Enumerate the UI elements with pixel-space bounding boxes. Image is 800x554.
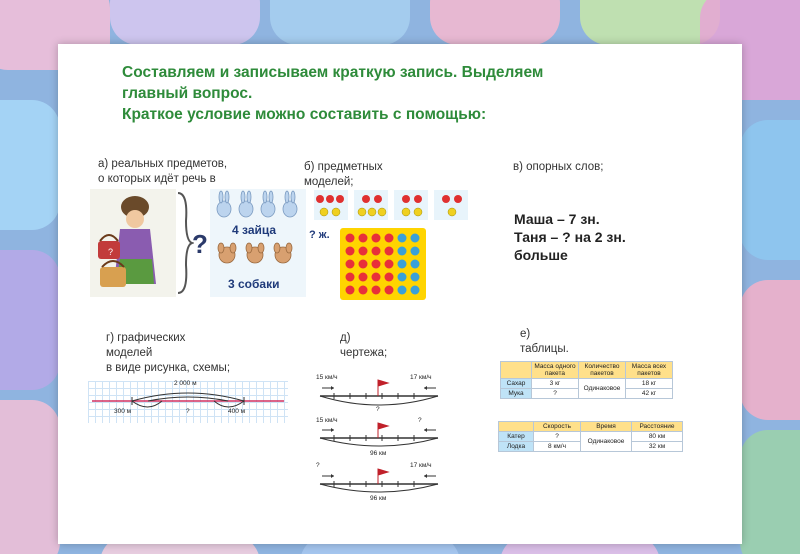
table2-header: Скорость — [534, 422, 581, 432]
table2-header: Время — [581, 422, 632, 432]
label-question-animals: ? ж. — [309, 229, 330, 241]
table1-cell: Одинаковое — [579, 379, 626, 399]
graphic-scheme-figure — [88, 381, 288, 423]
table1-cell: 18 кг — [626, 379, 673, 389]
table2-cell: 32 км — [632, 442, 683, 452]
caption-g-line: г) графических — [106, 332, 186, 344]
table2-cell: Лодка — [499, 442, 534, 452]
caption-e-line: таблицы. — [520, 343, 569, 355]
drawing-3-speed-right: 17 км/ч — [410, 462, 432, 469]
table1-cell: ? — [532, 389, 579, 399]
caption-d-line: д) — [340, 332, 351, 344]
caption-g-line: в виде рисунка, схемы; — [106, 362, 231, 374]
label-right-distance: 400 м — [228, 408, 246, 415]
slide-card — [58, 44, 742, 544]
drawing-2-distance: 96 км — [370, 450, 387, 457]
caption-g — [106, 331, 230, 376]
caption-e-line: е) — [520, 328, 531, 340]
caption-b-line: б) предметных — [304, 161, 383, 173]
grandma-illustration — [90, 189, 176, 297]
table2-cell: 8 км/ч — [534, 442, 581, 452]
key-word-line: Маша – 7 зн. — [514, 211, 600, 227]
table2-cell: Одинаковое — [581, 432, 632, 452]
table2-cell: Катер — [499, 432, 534, 442]
table1-header: Количество пакетов — [579, 362, 626, 379]
table-row — [501, 379, 673, 389]
label-dogs: 3 собаки — [228, 277, 280, 291]
drawing-2-speed-left: 15 км/ч — [316, 417, 338, 424]
drawing-1-speed-left: 15 км/ч — [316, 374, 338, 381]
svg-text:?: ? — [108, 247, 114, 257]
table1-cell: Сахар — [501, 379, 532, 389]
drawing-3-question: ? — [316, 462, 320, 469]
drawing-3 — [314, 464, 444, 504]
table-row — [499, 432, 683, 442]
title-line-3: Краткое условие можно составить с помощью: — [122, 106, 487, 123]
table1-header: Масса одного пакета — [532, 362, 579, 379]
caption-e — [520, 327, 569, 357]
key-word-line: больше — [514, 247, 568, 263]
drawing-1 — [314, 374, 444, 414]
drawing-3-distance: 96 км — [370, 495, 387, 502]
table2-cell: ? — [534, 432, 581, 442]
table2-header — [499, 422, 534, 432]
caption-b-line: моделей; — [304, 176, 354, 188]
drawing-2-question: ? — [418, 417, 422, 424]
caption-d — [340, 331, 387, 361]
table1-cell: 42 кг — [626, 389, 673, 399]
figure-real-objects — [90, 189, 330, 299]
drawing-1-speed-right: 17 км/ч — [410, 374, 432, 381]
fruit-model-figure — [314, 190, 474, 224]
slide-title — [122, 62, 682, 125]
drawing-1-question: ? — [376, 406, 380, 413]
brace-icon — [174, 191, 194, 295]
caption-a-line: а) реальных предметов, — [98, 158, 228, 170]
animals-panel — [210, 189, 306, 297]
key-words — [514, 210, 626, 264]
table-speed — [498, 421, 683, 452]
caption-a-line: о которых идёт речь в — [98, 173, 216, 185]
title-line-1: Составляем и записываем краткую запись. Выделяем — [122, 64, 544, 81]
title-line-2: главный вопрос. — [122, 85, 253, 102]
caption-v: в) опорных слов; — [513, 161, 604, 173]
table1-cell: Мука — [501, 389, 532, 399]
label-left-distance: 300 м — [114, 408, 132, 415]
label-hares: 4 зайца — [232, 223, 277, 237]
dot-board-figure — [340, 228, 426, 300]
table1-cell: 3 кг — [532, 379, 579, 389]
table-mass — [500, 361, 673, 399]
label-total-distance: 2 000 м — [174, 380, 197, 387]
label-unknown-distance: ? — [186, 408, 190, 415]
table1-header: Масса всех пакетов — [626, 362, 673, 379]
caption-b — [304, 160, 383, 190]
table2-cell: 80 км — [632, 432, 683, 442]
key-word-line: Таня – ? на 2 зн. — [514, 229, 626, 245]
caption-d-line: чертежа; — [340, 347, 388, 359]
table1-header — [501, 362, 532, 379]
table2-header: Расстояние — [632, 422, 683, 432]
drawing-2 — [314, 417, 444, 460]
caption-g-line: моделей — [106, 347, 153, 359]
question-mark-large: ? — [192, 229, 208, 259]
